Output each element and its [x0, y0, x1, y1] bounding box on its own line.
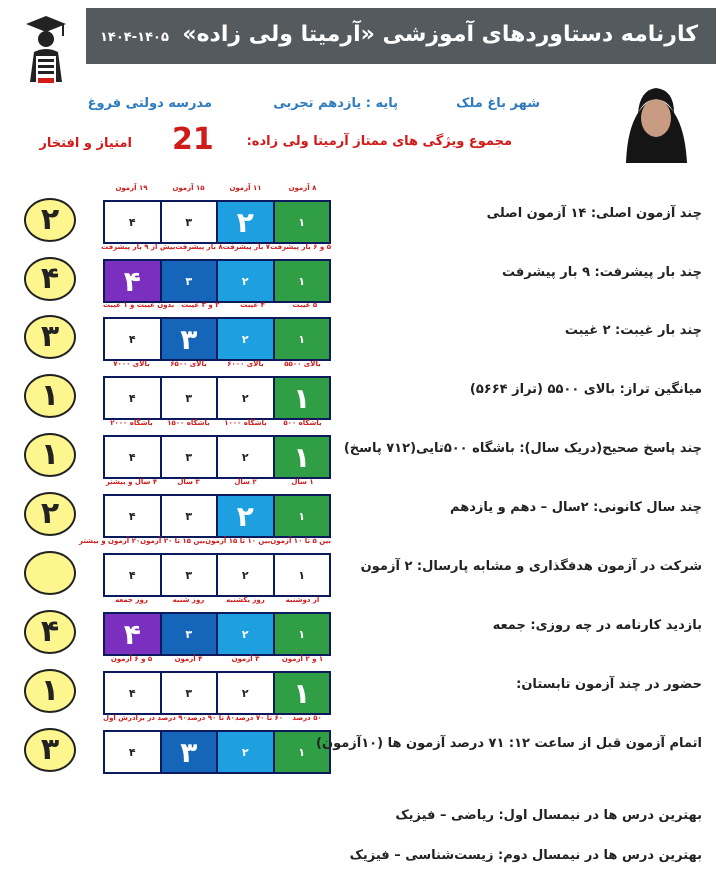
level-box-1: ۱ — [275, 496, 330, 536]
level-box-4: ۴ — [105, 261, 160, 301]
level-box-2: ۲ — [218, 261, 273, 301]
level-box-4: ۴ — [105, 319, 160, 359]
level-headers — [78, 537, 331, 551]
level-boxes — [103, 730, 331, 774]
level-box-3: ۳ — [162, 319, 217, 359]
level-header: ۲ و ۳ غیبت — [181, 301, 220, 309]
achievement-row — [0, 714, 720, 774]
level-box-2: ۲ — [218, 437, 273, 477]
level-header: باشگاه ۵۰۰ — [283, 419, 322, 427]
achievement-row — [0, 301, 720, 361]
school-info: مدرسه دولتی فروغ — [87, 96, 212, 111]
achievement-row — [0, 184, 720, 244]
row-score-value: ۴ — [40, 614, 60, 649]
level-box-4: ۴ — [105, 614, 160, 654]
level-header: ۸۰ تا ۹۰ درصد — [186, 714, 235, 722]
level-header: ۱۵ آزمون — [172, 184, 205, 192]
best-subjects-first: بهترین درس ها در نیمسال اول: ریاضی – فیزیک — [395, 808, 702, 823]
level-boxes — [103, 317, 331, 361]
row-score-value: ۳ — [40, 319, 60, 354]
row-score-value: ۲ — [40, 202, 60, 237]
level-box-2: ۲ — [218, 732, 273, 772]
level-header: ۴ غیبت — [240, 301, 265, 309]
level-box-3: ۳ — [162, 261, 217, 301]
row-score-circle — [24, 198, 76, 242]
academic-years: ۱۴۰۴-۱۴۰۵ — [100, 30, 169, 45]
level-header: باشگاه ۲۰۰۰ — [110, 419, 153, 427]
level-box-1: ۱ — [275, 555, 330, 595]
level-header: بالای ۷۰۰۰ — [113, 360, 150, 368]
level-header: بیش از ۹ بار پیشرفت — [101, 243, 176, 251]
level-headers — [103, 243, 331, 257]
level-header: بین ۵ تا ۱۰ آزمون — [270, 537, 331, 545]
level-boxes — [103, 553, 331, 597]
graduate-logo-icon — [22, 12, 70, 92]
achievement-row — [0, 596, 720, 656]
features-label: مجموع ویژگی های ممتاز آرمیتا ولی زاده: — [246, 134, 512, 149]
level-box-1: ۱ — [275, 319, 330, 359]
row-score-circle — [24, 315, 76, 359]
total-score: 21 — [172, 122, 214, 157]
level-header: ۵ غیبت — [292, 301, 318, 309]
level-box-4: ۴ — [105, 555, 160, 595]
level-header: ۸ بار پیشرفت — [175, 243, 223, 251]
level-header: بین ۱۵ تا ۲۰ آزمون — [140, 537, 206, 545]
title-bar — [86, 8, 716, 64]
row-score-value: ۱ — [40, 673, 60, 708]
row-score-value: ۲ — [40, 496, 60, 531]
level-headers — [103, 301, 331, 315]
level-box-4: ۴ — [105, 202, 160, 242]
level-box-2: ۲ — [218, 378, 273, 418]
level-header: ۱۹ آزمون — [115, 184, 148, 192]
level-headers — [103, 714, 331, 728]
level-box-1: ۱ — [275, 673, 330, 713]
row-label: بازدید کارنامه در چه روزی: جمعه — [492, 618, 702, 633]
row-label: چند بار غیبت: ۲ غیبت — [564, 323, 702, 338]
achievement-row — [0, 419, 720, 479]
row-score-circle — [24, 257, 76, 301]
level-header: ۹۰ درصد در برادرش اول — [103, 714, 187, 722]
level-box-2: ۲ — [218, 202, 273, 242]
level-box-2: ۲ — [218, 319, 273, 359]
level-box-2: ۲ — [218, 496, 273, 536]
level-box-3: ۳ — [162, 673, 217, 713]
level-header: بدون غیبت و ۱ غیبت — [103, 301, 175, 309]
row-score-circle — [24, 492, 76, 536]
city-info: شهر باغ ملک — [456, 96, 540, 111]
row-score-circle — [24, 551, 76, 595]
level-box-2: ۲ — [218, 555, 273, 595]
row-label: حضور در چند آزمون تابستان: — [516, 677, 702, 692]
grade-info: پایه : یازدهم تجربی — [273, 96, 398, 111]
level-header: ۶۰ تا ۷۰ درصد — [234, 714, 284, 722]
row-score-circle — [24, 728, 76, 772]
level-box-3: ۳ — [162, 555, 217, 595]
level-boxes — [103, 435, 331, 479]
level-header: ۳ سال — [177, 478, 200, 486]
row-label: شرکت در آزمون هدفگذاری و مشابه پارسال: ۲ آزمون — [360, 559, 702, 574]
level-box-3: ۳ — [162, 202, 217, 242]
level-box-2: ۲ — [218, 673, 273, 713]
row-label: چند آزمون اصلی: ۱۴ آزمون اصلی — [486, 206, 702, 221]
achievement-row — [0, 655, 720, 715]
level-box-1: ۱ — [275, 378, 330, 418]
level-box-4: ۴ — [105, 496, 160, 536]
level-box-3: ۳ — [162, 732, 217, 772]
level-header: بالای ۶۵۰۰ — [170, 360, 207, 368]
level-headers — [103, 360, 331, 374]
level-boxes — [103, 612, 331, 656]
level-header: باشگاه ۱۵۰۰ — [167, 419, 210, 427]
row-score-circle — [24, 669, 76, 713]
level-box-4: ۴ — [105, 378, 160, 418]
level-headers — [103, 419, 331, 433]
level-boxes — [103, 494, 331, 538]
level-box-1: ۱ — [275, 261, 330, 301]
level-header: ۴ آزمون — [174, 655, 203, 663]
achievement-row — [0, 537, 720, 597]
best-subjects-second: بهترین درس ها در نیمسال دوم: زیست‌شناسی – فیزیک — [349, 848, 702, 863]
level-header: روز جمعه — [115, 596, 148, 604]
level-headers — [103, 478, 331, 492]
row-label: میانگین تراز: بالای ۵۵۰۰ (تراز ۵۶۶۴) — [469, 382, 702, 397]
row-score-circle — [24, 433, 76, 477]
student-photo — [598, 68, 715, 163]
level-header: ۵ و ۶ بار پیشرفت — [270, 243, 331, 251]
page-title: کارنامه دستاوردهای آموزشی «آرمیتا ولی زاده» — [182, 22, 698, 47]
level-box-1: ۱ — [275, 614, 330, 654]
level-header: ۱۱ آزمون — [229, 184, 262, 192]
level-box-4: ۴ — [105, 673, 160, 713]
level-header: از دوشنبه — [285, 596, 320, 604]
level-header: بالای ۵۵۰۰ — [284, 360, 321, 368]
level-header: ۸ آزمون — [288, 184, 317, 192]
level-header: ۳ آزمون — [231, 655, 260, 663]
row-score-circle — [24, 610, 76, 654]
row-score-value: ۴ — [40, 261, 60, 296]
level-headers — [103, 596, 331, 610]
level-box-2: ۲ — [218, 614, 273, 654]
level-box-4: ۴ — [105, 732, 160, 772]
achievement-row — [0, 360, 720, 420]
level-boxes — [103, 259, 331, 303]
row-label: اتمام آزمون قبل از ساعت ۱۲: ۷۱ درصد آزمون ها (۱۰آزمون) — [316, 736, 702, 751]
level-headers — [103, 184, 331, 198]
row-label: چند سال کانونی: ۲سال – دهم و یازدهم — [450, 500, 702, 515]
level-boxes — [103, 376, 331, 420]
level-box-1: ۱ — [275, 437, 330, 477]
score-label: امتیاز و افتخار — [39, 136, 132, 151]
level-header: بین ۱۰ تا ۱۵ آزمون — [205, 537, 271, 545]
level-header: روز یکشنبه — [226, 596, 265, 604]
level-box-3: ۳ — [162, 437, 217, 477]
level-boxes — [103, 671, 331, 715]
level-header: ۵۰ درصد — [292, 714, 322, 722]
row-label: چند بار پیشرفت: ۹ بار پیشرفت — [501, 265, 702, 280]
row-score-value: ۳ — [40, 732, 60, 767]
level-header: ۱ سال — [291, 478, 314, 486]
level-header: بالای ۶۰۰۰ — [227, 360, 264, 368]
level-box-1: ۱ — [275, 732, 330, 772]
level-box-3: ۳ — [162, 378, 217, 418]
row-score-circle — [24, 374, 76, 418]
level-header: ۲۰ آزمون و بیشتر — [78, 537, 141, 545]
level-header: ۴ سال و بیشتر — [105, 478, 158, 486]
achievement-row — [0, 243, 720, 303]
level-header: روز شنبه — [172, 596, 205, 604]
level-box-3: ۳ — [162, 496, 217, 536]
level-boxes — [103, 200, 331, 244]
level-header: ۵ و ۶ آزمون — [110, 655, 153, 663]
level-header: ۱ و ۲ آزمون — [281, 655, 324, 663]
row-score-value: ۱ — [40, 378, 60, 413]
level-box-3: ۳ — [162, 614, 217, 654]
achievement-row — [0, 478, 720, 538]
level-header: باشگاه ۱۰۰۰ — [224, 419, 267, 427]
level-headers — [103, 655, 331, 669]
level-header: ۷ بار پیشرفت — [222, 243, 271, 251]
level-box-4: ۴ — [105, 437, 160, 477]
row-label: چند پاسخ صحیح(دریک سال): باشگاه ۵۰۰تایی(۷۱۲ پاسخ) — [343, 441, 702, 456]
level-header: ۲ سال — [234, 478, 257, 486]
level-box-1: ۱ — [275, 202, 330, 242]
row-score-value: ۱ — [40, 437, 60, 472]
